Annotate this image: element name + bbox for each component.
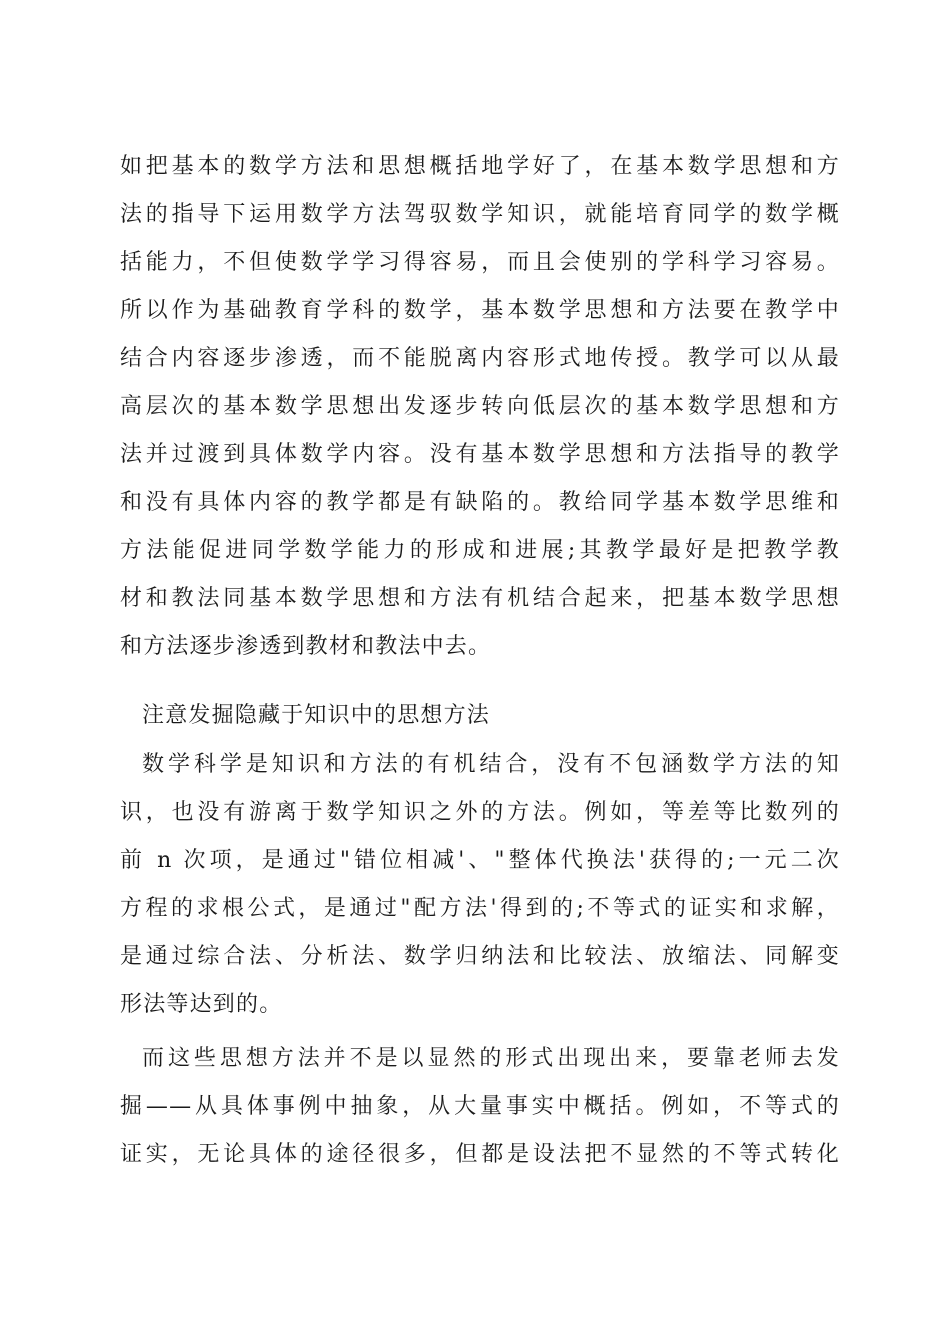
text-line: 高层次的基本数学思想出发逐步转向低层次的基本数学思想和方	[120, 394, 840, 419]
text-line: 方法能促进同学数学能力的形成和进展;其教学最好是把教学教	[120, 538, 840, 563]
paragraph-2	[120, 692, 840, 740]
text-line: 形法等达到的。	[120, 992, 283, 1017]
text-line: 法并过渡到具体数学内容。没有基本数学思想和方法指导的教学	[120, 442, 840, 467]
text-line: 方程的求根公式，是通过"配方法'得到的;不等式的证实和求解，	[120, 896, 840, 921]
paragraph-3	[120, 741, 840, 1029]
section-heading: 注意发掘隐藏于知识中的思想方法	[142, 703, 491, 728]
text-line: 和没有具体内容的教学都是有缺陷的。教给同学基本数学思维和	[120, 490, 840, 515]
paragraph-1	[120, 143, 840, 671]
text-line: 所以作为基础教育学科的数学，基本数学思想和方法要在教学中	[120, 298, 840, 323]
text-line: 掘——从具体事例中抽象，从大量事实中概括。例如，不等式的	[120, 1094, 840, 1119]
text-line: 如把基本的数学方法和思想概括地学好了，在基本数学思想和方	[120, 154, 840, 179]
paragraph-4	[120, 1035, 840, 1179]
text-line: 和方法逐步渗透到教材和教法中去。	[120, 634, 492, 659]
text-line: 括能力，不但使数学学习得容易，而且会使别的学科学习容易。	[120, 250, 840, 275]
text-line: 而这些思想方法并不是以显然的形式出现出来，要靠老师去发	[142, 1046, 840, 1071]
text-line: 前 n 次项，是通过"错位相减'、"整体代换法'获得的;一元二次	[120, 848, 840, 873]
text-line: 是通过综合法、分析法、数学归纳法和比较法、放缩法、同解变	[120, 944, 840, 969]
text-line: 材和教法同基本数学思想和方法有机结合起来，把基本数学思想	[120, 586, 840, 611]
text-line: 识，也没有游离于数学知识之外的方法。例如，等差等比数列的	[120, 800, 840, 825]
text-line: 证实，无论具体的途径很多，但都是设法把不显然的不等式转化	[120, 1142, 840, 1167]
text-line: 法的指导下运用数学方法驾驭数学知识，就能培育同学的数学概	[120, 202, 840, 227]
text-line: 数学科学是知识和方法的有机结合，没有不包涵数学方法的知	[142, 752, 840, 777]
text-line: 结合内容逐步渗透，而不能脱离内容形式地传授。教学可以从最	[120, 346, 840, 371]
